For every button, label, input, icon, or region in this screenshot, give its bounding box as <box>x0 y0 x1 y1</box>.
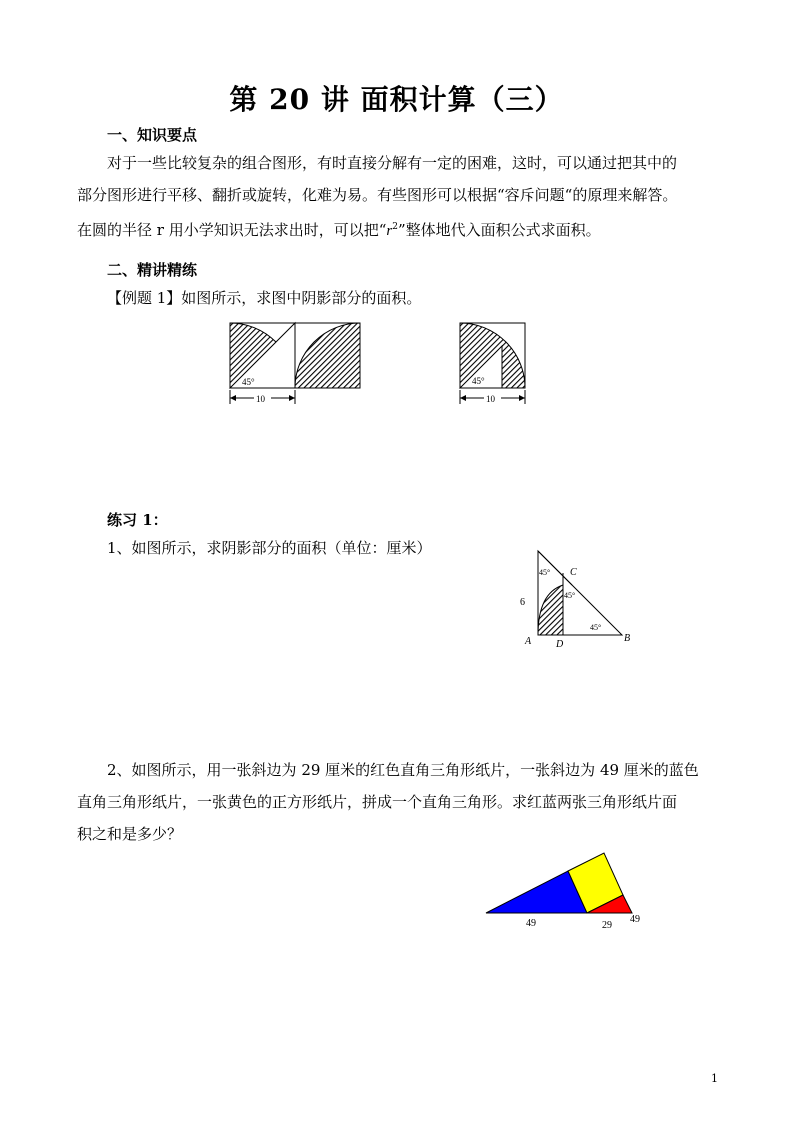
question-line: 2、如图所示，用一张斜边为 29 厘米的红色直角三角形纸片，一张斜边为 49 厘米的蓝色 <box>107 761 699 779</box>
section-heading-knowledge: 一、知识要点 <box>107 126 198 144</box>
page-number: 1 <box>711 1072 718 1085</box>
paragraph-text: 在圆的半径 r 用小学知识无法求出时，可以把“ <box>77 221 387 239</box>
section-heading-practice: 二、精讲精练 <box>107 261 198 279</box>
question-line: 直角三角形纸片，一张黄色的正方形纸片，拼成一个直角三角形。求红蓝两张三角形纸片面 <box>77 793 678 811</box>
angle-label: 45° <box>242 377 255 387</box>
variable-r: r <box>386 223 393 239</box>
question-2-figure <box>484 850 644 932</box>
point-D: D <box>556 639 564 650</box>
red-side-label: 29 <box>602 920 612 931</box>
shaded-quarter-circle <box>295 323 360 388</box>
practice-heading: 练习 1： <box>107 511 168 529</box>
point-A: A <box>525 636 532 647</box>
shaded-region <box>538 585 563 635</box>
question-1-text: 1、如图所示，求阴影部分的面积（单位：厘米） <box>107 539 432 557</box>
example-figure-right <box>456 318 536 410</box>
angle-label: 45° <box>539 568 551 577</box>
paragraph-text: ”整体地代入面积公式求面积。 <box>397 221 601 239</box>
angle-label: 45° <box>590 623 602 632</box>
paragraph-line: 部分图形进行平移、翻折或旋转，化难为易。有些图形可以根据“容斥问题“的原理来解答。 <box>77 186 678 204</box>
point-B: B <box>624 633 631 644</box>
length-label: 10 <box>256 394 265 404</box>
page-title: 第 20 讲 面积计算（三） <box>229 83 564 116</box>
paragraph-line: 对于一些比较复杂的组合图形，有时直接分解有一定的困难，这时，可以通过把其中的 <box>107 154 678 172</box>
knowledge-paragraph <box>77 147 727 247</box>
point-C: C <box>570 567 577 578</box>
example-1-text: 【例题 1】如图所示，求图中阴影部分的面积。 <box>107 289 422 307</box>
paragraph-line <box>77 211 727 247</box>
side-label: 6 <box>520 597 525 608</box>
question-2-text <box>77 754 727 850</box>
blue-side-label: 49 <box>526 918 536 929</box>
length-label: 10 <box>486 394 495 404</box>
angle-label: 45° <box>472 376 485 386</box>
edge-label: 49 <box>630 914 640 925</box>
question-line: 积之和是多少？ <box>77 825 183 843</box>
question-1-figure <box>516 545 646 650</box>
angle-label: 45° <box>564 591 576 600</box>
superscript: 2 <box>392 222 398 232</box>
